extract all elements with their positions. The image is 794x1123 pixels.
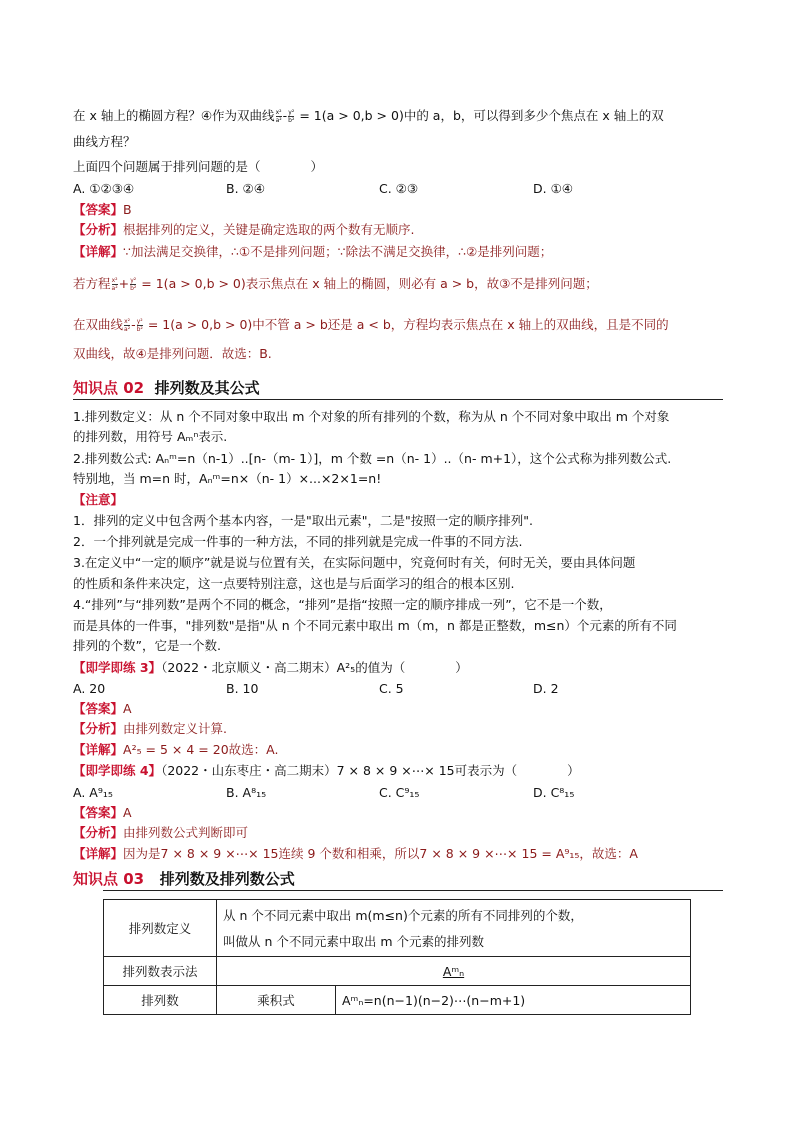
s2-n3a: 3.在定义中“一定的顺序”就是说与位置有关，在实际问题中，究竟何时有关，何时无关，要由具体问题 <box>73 555 636 570</box>
ex3-analysis: 【分析】由排列数定义计算. <box>73 721 227 736</box>
section3-rule <box>103 890 723 891</box>
s2-n4c: 排列的个数”，它是一个数. <box>73 638 221 653</box>
ex3-detail: 【详解】A²₅ = 5 × 4 = 20故选：A. <box>73 742 279 757</box>
q1-detail4: 双曲线，故④是排列问题．故选：B. <box>73 346 272 361</box>
intro-question: 上面四个问题属于排列问题的是（ ） <box>73 159 324 174</box>
ex3-answer: 【答案】A <box>73 701 132 716</box>
row-value: Aᵐₙ <box>217 957 691 986</box>
fraction-y2-b2: $\frac{\text{y²}}{\text{b²}}$ <box>136 318 143 333</box>
s2-p2a: 2.排列数公式: Aₙᵐ=n（n-1）..[n-（m- 1）]，m 个数 =n（n- 1）..（n- m+1），这个公式称为排列数公式. <box>73 451 672 466</box>
fraction-y2-b2: $\frac{\text{y²}}{\text{b²}}$ <box>288 109 295 124</box>
section3-heading: 知识点 03 排列数及排列数公式 <box>73 870 295 888</box>
s2-n2: 2．一个排列就是完成一件事的一种方法，不同的排列就是完成一件事的不同方法. <box>73 534 523 549</box>
ex4-analysis: 【分析】由排列数公式判断即可 <box>73 825 249 840</box>
ex4-option-b: B. A⁸₁₅ <box>226 785 267 800</box>
q1-detail1: 【详解】∵加法满足交换律，∴①不是排列问题；∵除法不满足交换律，∴②是排列问题； <box>73 244 553 259</box>
exercise-tag: 【即学即练 4】 <box>73 763 162 778</box>
option-a: A. ①②③④ <box>73 181 135 196</box>
q1-detail2: 若方程 $\frac{\text{x²}}{\text{a²}}$ + $\frac{\text{y²}}{\text{b²}}$ = 1(a > 0,b > 0)表示焦点在 x 轴上的椭圆，则必有 a > b，故③不是排列问题； <box>73 276 598 292</box>
table-row <box>104 986 691 1015</box>
note-tag: 【注意】 <box>73 492 124 507</box>
ex4-detail: 【详解】因为是7 × 8 × 9 ×⋯× 15连续 9 个数和相乘，所以7 × 8 × 9 ×⋯× 15 = A⁹₁₅，故选：A <box>73 846 638 861</box>
fraction-y2-b2: $\frac{\text{y²}}{\text{b²}}$ <box>130 277 137 292</box>
analysis-tag: 【分析】 <box>73 222 124 237</box>
ex3-option-c: C. 5 <box>379 681 404 696</box>
row-label: 排列数表示法 <box>104 957 217 986</box>
option-b: B. ②④ <box>226 181 265 196</box>
intro-line2: 曲线方程？ <box>73 134 136 149</box>
intro-line1: 在 x 轴上的椭圆方程？④作为双曲线 $\frac{\text{x²}}{\text{a²}}$ - $\frac{\text{y²}}{\text{b²}}$ = 1(a > 0,b > 0)中的 a，b，可以得到多少个焦点在 x 轴上的双 <box>73 108 664 124</box>
ex4-question-line: 【即学即练 4】（2022・山东枣庄・高二期末）7 × 8 × 9 ×⋯× 15可表示为（ ） <box>73 763 580 778</box>
q1-detail3: 在双曲线 $\frac{\text{x²}}{\text{a²}}$ - $\frac{\text{y²}}{\text{b²}}$ = 1(a > 0,b > 0)中不管 a > b还是 a < b，方程均表示焦点在 x 轴上的双曲线，且是不同的 <box>73 317 669 333</box>
section2-heading: 知识点 02 排列数及其公式 <box>73 379 260 397</box>
s2-n1: 1．排列的定义中包含两个基本内容，一是"取出元素"，二是"按照一定的顺序排列". <box>73 513 533 528</box>
detail-tag: 【详解】 <box>73 244 124 259</box>
ex3-question-line: 【即学即练 3】（2022・北京顺义・高二期末）A²₅的值为（ ） <box>73 660 468 675</box>
table-row <box>104 900 691 957</box>
permutation-table <box>103 899 691 1015</box>
s2-n3b: 的性质和条件来决定，这一点要特别注意，这也是与后面学习的组合的根本区别. <box>73 576 515 591</box>
row-sublabel: 乘积式 <box>217 986 336 1015</box>
q1-analysis: 【分析】根据排列的定义，关键是确定选取的两个数有无顺序. <box>73 222 415 237</box>
fraction-x2-a2: $\frac{\text{x²}}{\text{a²}}$ <box>275 109 282 124</box>
row-label: 排列数定义 <box>104 900 217 957</box>
option-c: C. ②③ <box>379 181 419 196</box>
exercise-tag: 【即学即练 3】 <box>73 660 162 675</box>
ex3-option-d: D. 2 <box>533 681 559 696</box>
answer-tag: 【答案】 <box>73 202 124 217</box>
ex3-option-a: A. 20 <box>73 681 106 696</box>
ex4-option-a: A. A⁹₁₅ <box>73 785 113 800</box>
section2-rule <box>73 399 723 400</box>
option-d: D. ①④ <box>533 181 573 196</box>
s2-p2b: 特别地，当 m=n 时，Aₙᵐ=n×（n- 1）×...×2×1=n! <box>73 471 382 486</box>
ex3-option-b: B. 10 <box>226 681 259 696</box>
s2-p1b: 的排列数，用符号 Aₘⁿ表示. <box>73 429 228 444</box>
s2-p1a: 1.排列数定义：从 n 个不同对象中取出 m 个对象的所有排列的个数，称为从 n 个不同对象中取出 m 个对象 <box>73 409 670 424</box>
fraction-x2-a2: $\frac{\text{x²}}{\text{a²}}$ <box>111 277 118 292</box>
s2-n4a: 4.“排列”与“排列数”是两个不同的概念，“排列”是指“按照一定的顺序排成一列”，它不是一个数， <box>73 597 612 612</box>
fraction-x2-a2: $\frac{\text{x²}}{\text{a²}}$ <box>124 318 131 333</box>
table-row <box>104 957 691 986</box>
row-value: 从 n 个不同元素中取出 m(m≤n)个元素的所有不同排列的个数， 叫做从 n 个不同元素中取出 m 个元素的排列数 <box>217 900 691 957</box>
q1-answer: 【答案】B <box>73 202 132 217</box>
row-label: 排列数 <box>104 986 217 1015</box>
s2-n4b: 而是具体的一件事，"排列数"是指"从 n 个不同元素中取出 m（m，n 都是正整数，m≤n）个元素的所有不同 <box>73 618 677 633</box>
row-value: Aᵐₙ=n(n−1)(n−2)⋯(n−m+1) <box>336 986 691 1015</box>
ex4-option-d: D. C⁸₁₅ <box>533 785 575 800</box>
ex4-answer: 【答案】A <box>73 805 132 820</box>
ex4-option-c: C. C⁹₁₅ <box>379 785 420 800</box>
